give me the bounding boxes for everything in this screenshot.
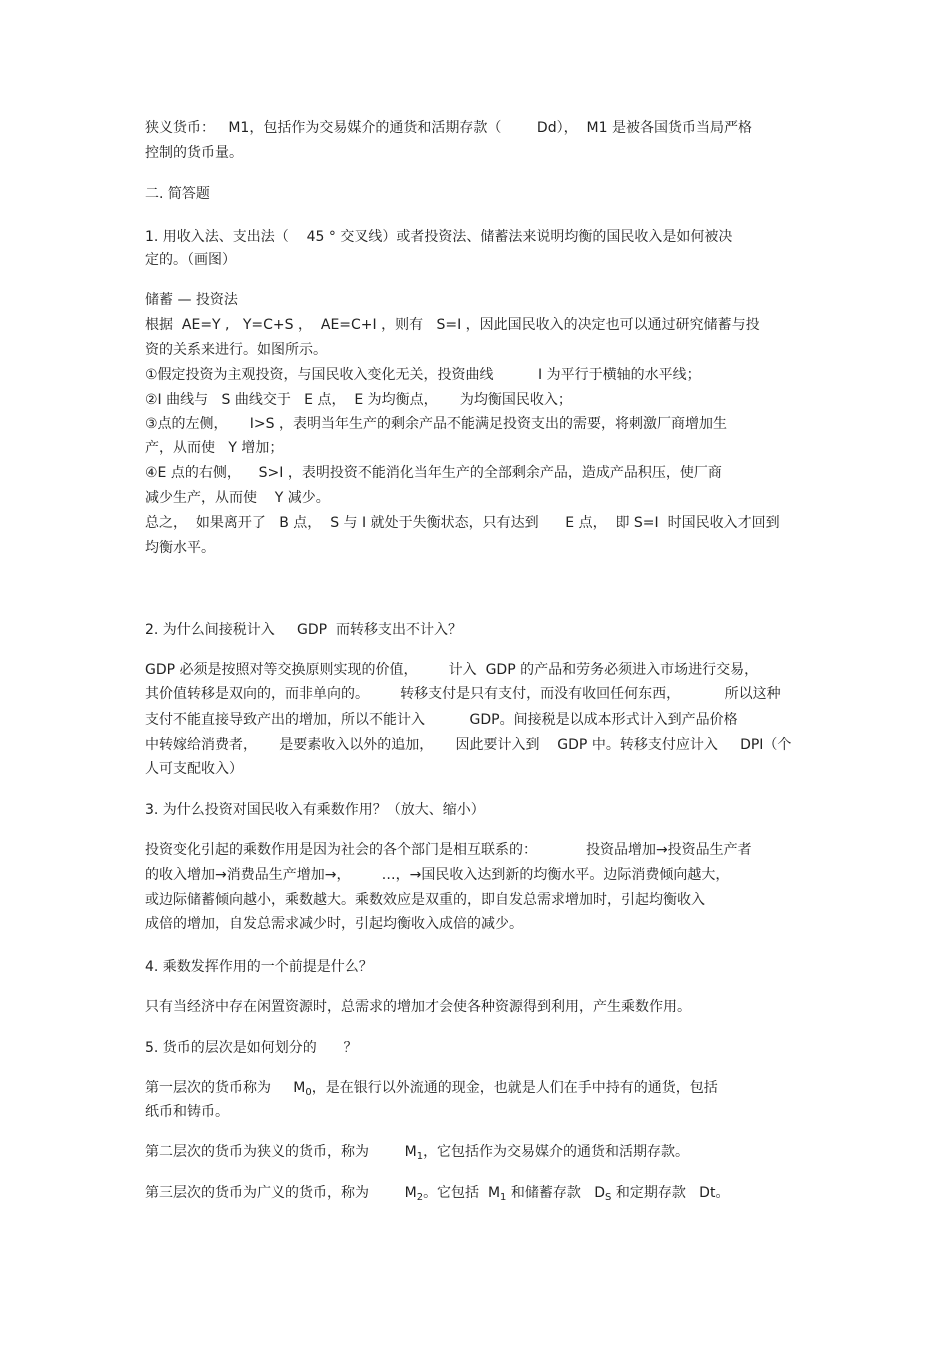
answer-2-line: 中转嫁给消费者， 是要素收入以外的追加， 因此要计入到 GDP 中。转移支付应计入 DPI（个	[145, 737, 792, 753]
answer-1-line: 减少生产，从而使 Y 减少。	[145, 490, 330, 506]
answer-2-line: 支付不能直接导致产出的增加，所以不能计入 GDP。间接税是以成本形式计入到产品价格	[145, 712, 738, 728]
question-4: 4. 乘数发挥作用的一个前提是什么？	[145, 959, 373, 975]
question-1-line-2: 定的。（画图）	[145, 252, 236, 268]
answer-1-subheading: 储蓄 — 投资法	[145, 292, 238, 308]
answer-1-line: ④E 点的右侧， S>I ，表明投资不能消化当年生产的全部剩余产品，造成产品积压，使厂商	[145, 465, 722, 481]
question-3: 3. 为什么投资对国民收入有乘数作用？（放大、缩小）	[145, 802, 485, 818]
answer-3-line: 投资变化引起的乘数作用是因为社会的各个部门是相互联系的： 投资品增加→投资品生产者	[145, 842, 752, 858]
answer-1-line: 总之， 如果离开了 B 点， S 与 I 就处于失衡状态，只有达到 E 点， 即 S=I 时国民收入才回到	[145, 515, 780, 531]
question-2: 2. 为什么间接税计入 GDP 而转移支出不计入？	[145, 622, 463, 638]
answer-1-line: ③点的左侧， I>S ，表明当年生产的剩余产品不能满足投资支出的需要，将刺激厂商增加生	[145, 416, 727, 432]
question-5: 5. 货币的层次是如何划分的 ？	[145, 1040, 358, 1056]
answer-1-line: 根据 AE=Y , Y=C+S ， AE=C+I ，则有 S=I ，因此国民收入的决定也可以通过研究储蓄与投	[145, 317, 760, 333]
answer-5-m1-line: 第二层次的货币为狭义的货币，称为 $M_1$，它包括作为交易媒介的通货和活期存款。	[145, 1144, 690, 1162]
answer-1-line: 均衡水平。	[145, 540, 215, 556]
answer-5-m0-line-2: 纸币和铸币。	[145, 1104, 229, 1120]
answer-2-line: GDP 必须是按照对等交换原则实现的价值， 计入 GDP 的产品和劳务必须进入市场进行交易，	[145, 662, 759, 678]
answer-2-line: 其价值转移是双向的，而非单向的。 转移支付是只有支付，而没有收回任何东西， 所以这种	[145, 686, 781, 702]
question-1-line-1: 1. 用收入法、支出法（ 45 ° 交叉线）或者投资法、储蓄法来说明均衡的国民收入是如何被决	[145, 229, 733, 245]
answer-3-line: 的收入增加→消费品生产增加→， …，→国民收入达到新的均衡水平。边际消费倾向越大，	[145, 867, 730, 883]
answer-3-line: 成倍的增加，自发总需求减少时，引起均衡收入成倍的减少。	[145, 916, 523, 932]
answer-2-line: 人可支配收入）	[145, 761, 243, 777]
answer-1-line: 产，从而使 Y 增加；	[145, 440, 284, 456]
answer-1-line: 资的关系来进行。如图所示。	[145, 342, 327, 358]
definition-m1-line-1: 狭义货币： M1，包括作为交易媒介的通货和活期存款（ Dd）， M1 是被各国货币当局严格	[145, 120, 752, 136]
answer-1-line: ②I 曲线与 S 曲线交于 E 点， E 为均衡点， 为均衡国民收入；	[145, 392, 572, 408]
answer-5-m2-line: 第三层次的货币为广义的货币，称为 $M_2$。它包括 $M_1$ 和储蓄存款 $D_S$ 和定期存款 Dt。	[145, 1185, 730, 1203]
answer-1-line: ①假定投资为主观投资，与国民收入变化无关，投资曲线 I 为平行于横轴的水平线；	[145, 367, 701, 383]
answer-4: 只有当经济中存在闲置资源时，总需求的增加才会使各种资源得到利用，产生乘数作用。	[145, 999, 691, 1015]
section-heading: 二. 简答题	[145, 186, 210, 202]
answer-3-line: 或边际储蓄倾向越小，乘数越大。乘数效应是双重的，即自发总需求增加时，引起均衡收入	[145, 892, 705, 908]
definition-m1-line-2: 控制的货币量。	[145, 145, 243, 161]
answer-5-m0-line: 第一层次的货币称为 $M_0$，是在银行以外流通的现金，也就是人们在手中持有的通货，包括	[145, 1080, 718, 1098]
